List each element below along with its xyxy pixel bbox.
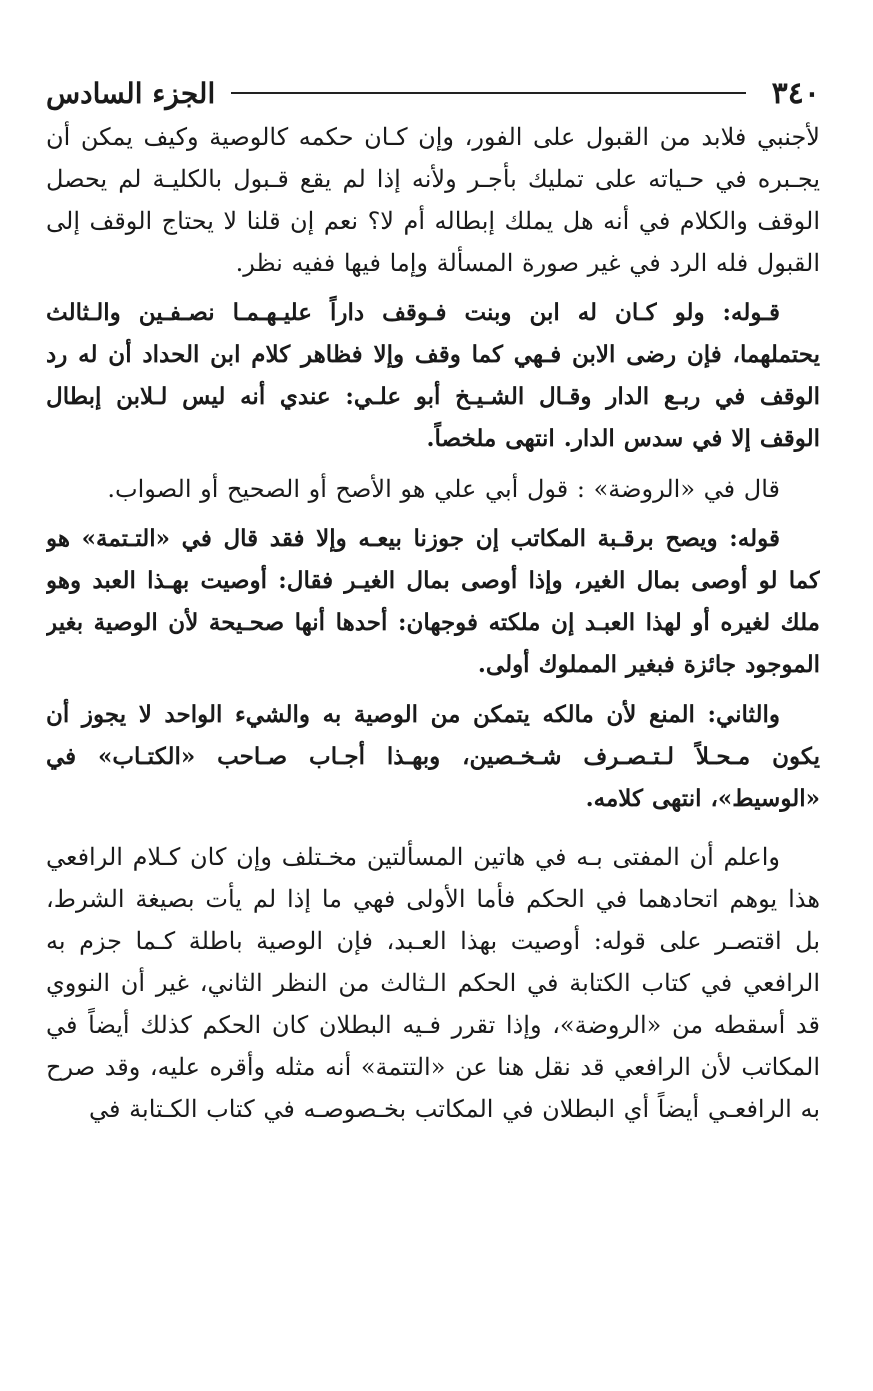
page-number: ٣٤٠: [771, 75, 820, 111]
page-body: [46, 116, 820, 1130]
page-header: [46, 70, 820, 116]
paragraph: لأجنبي فلابد من القبول على الفور، وإن كـان حكمه كالوصية وكيف يمكن أن يجـبره في حـياته على تمليك بأجـر ولأنه إذا لم يقع قـبول بالكليـة لم يحصل الوقف والكلام في أنه هل يملك إبطاله أم لا؟ نعم إن قلنا لا يحتاج الوقف إلى القبول فله الرد في غير صورة المسألة وإما فيها ففيه نظر.: [46, 123, 820, 277]
running-title: الجزء السادس: [46, 76, 216, 110]
paragraph: قـوله: ولو كـان له ابن وبنت فـوقف داراً عليـهـمـا نصـفـين والـثالث يحتملهما، فإن رضى الابن فـهي كما وقف وإلا فظاهر كلام ابن الحداد أن له رد الوقف في ربـع الدار وقـال الشـيـخ أبو علـي: عندي أنه ليس لـلابن إبطال الوقف إلا في سدس الدار. انتهى ملخصاً.: [46, 299, 820, 452]
paragraph: والثاني: المنع لأن مالكه يتمكن من الوصية به والشيء الواحد لا يجوز أن يكون مـحـلاً لـتـصـرف شـخـصين، وبهـذا أجـاب صـاحب «الكتـاب» في «الوسيط»، انتهى كلامه.: [46, 701, 820, 812]
paragraph: قوله: ويصح برقـبة المكاتب إن جوزنا بيعـه وإلا فقد قال في «التـتمة» هو كما لو أوصى بمال الغير، وإذا أوصى بمال الغيـر فقال: أوصيت بهـذا العبد وهو ملك لغيره أو لهذا العبـد إن ملكته فوجهان: أحدها أنها صحـيحة لأن الوصية بغير الموجود جائزة فبغير المملوك أولى.: [46, 525, 820, 678]
header-rule: [231, 92, 745, 94]
paragraph: قال في «الروضة» : قول أبي علي هو الأصح أو الصحيح أو الصواب.: [107, 475, 780, 503]
book-page: [46, 70, 820, 1360]
paragraph: واعلم أن المفتى بـه في هاتين المسألتين مخـتلف وإن كان كـلام الرافعي هذا يوهم اتحادهما في الحكم فأما الأولى فهي ما إذا لم يأت بصيغة الشرط، بل اقتصـر على قوله: أوصيت بهذا العـبد، فإن الوصية باطلة كـما جزم به الرافعي في كتاب الكتابة في الحكم الـثالث من النظر الثاني، غير أن النووي قد أسقطه من «الروضة»، وإذا تقرر فـيه البطلان كان الحكم كذلك أيضاً في المكاتب لأن الرافعي قد نقل هنا عن «التتمة» أنه مثله وأقره عليه، وقد صرح به الرافعـي أيضاً أي البطلان في المكاتب بخـصوصـه في كتاب الكـتابة في: [46, 843, 820, 1123]
